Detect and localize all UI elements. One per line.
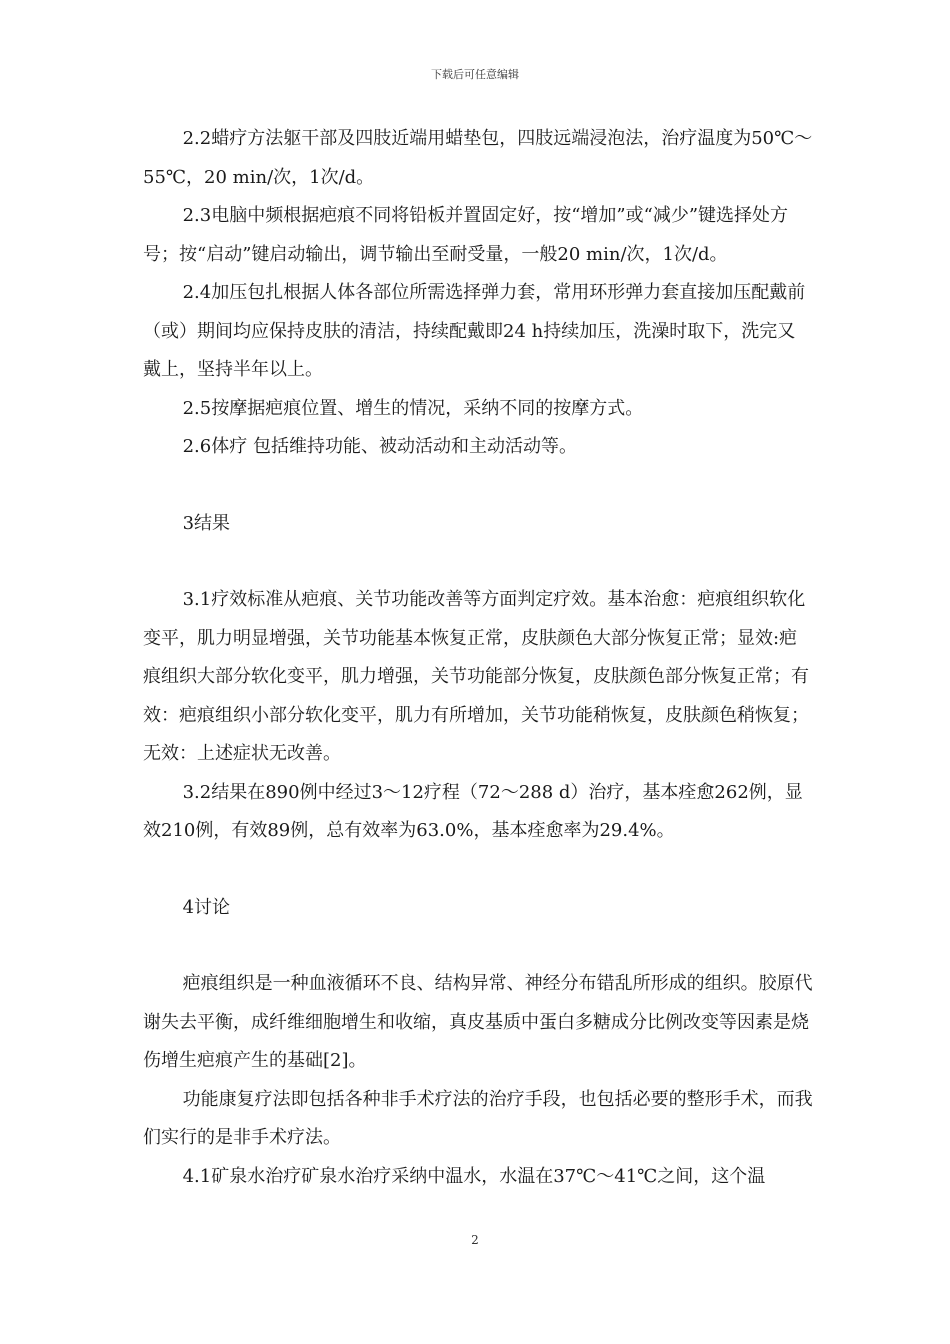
paragraph-discussion-b: 功能康复疗法即包括各种非手术疗法的治疗手段，也包括必要的整形手术，而我们实行的是非手术疗法。 bbox=[143, 1088, 813, 1148]
paragraph-2-4: 2.4加压包扎根据人体各部位所需选择弹力套，常用环形弹力套直接加压配戴前（或）期间均应保持皮肤的清洁，持续配戴即24 h持续加压，洗澡时取下，洗完又戴上，坚持半年以上。 bbox=[143, 282, 806, 380]
page-header: 下载后可任意编辑 bbox=[431, 68, 519, 81]
paragraph-3-2: 3.2结果在890例中经过3～12疗程（72～288 d）治疗，基本痊愈262例，显效210例，有效89例，总有效率为63.0%，基本痊愈率为29.4%。 bbox=[143, 781, 803, 841]
paragraph-4-1: 4.1矿泉水治疗矿泉水治疗采纳中温水，水温在37℃～41℃之间，这个温 bbox=[182, 1165, 766, 1187]
paragraph-3-1: 3.1疗效标准从疤痕、关节功能改善等方面判定疗效。基本治愈：疤痕组织软化变平，肌力明显增强，关节功能基本恢复正常，皮肤颜色大部分恢复正常；显效:疤痕组织大部分软化变平，肌力增强，关节功能部分恢复，皮肤颜色部分恢复正常；有效：疤痕组织小部分软化变平，肌力有所增加，关节功能稍恢复，皮肤颜色稍恢复；无效：上述症状无改善。 bbox=[143, 589, 809, 764]
page-number: 2 bbox=[471, 1233, 479, 1247]
paragraph-2-5: 2.5按摩据疤痕位置、增生的情况，采纳不同的按摩方式。 bbox=[182, 397, 644, 419]
section-heading-results: 3结果 bbox=[182, 512, 231, 534]
section-heading-discussion: 4讨论 bbox=[182, 896, 231, 918]
paragraph-2-3: 2.3电脑中频根据疤痕不同将铅板并置固定好，按“增加”或“减少”键选择处方号；按“启动”键启动输出，调节输出至耐受量，一般20 min/次，1次/d。 bbox=[143, 205, 789, 265]
paragraph-2-2: 2.2蜡疗方法躯干部及四肢近端用蜡垫包，四肢远端浸泡法，治疗温度为50℃～55℃，20 min/次，1次/d。 bbox=[143, 128, 813, 188]
paragraph-2-6: 2.6体疗 包括维持功能、被动活动和主动活动等。 bbox=[182, 436, 577, 457]
paragraph-discussion-a: 疤痕组织是一种血液循环不良、结构异常、神经分布错乱所形成的组织。胶原代谢失去平衡，成纤维细胞增生和收缩，真皮基质中蛋白多糖成分比例改变等因素是烧伤增生疤痕产生的基础[2]。 bbox=[143, 973, 813, 1071]
document-body bbox=[143, 120, 813, 1196]
